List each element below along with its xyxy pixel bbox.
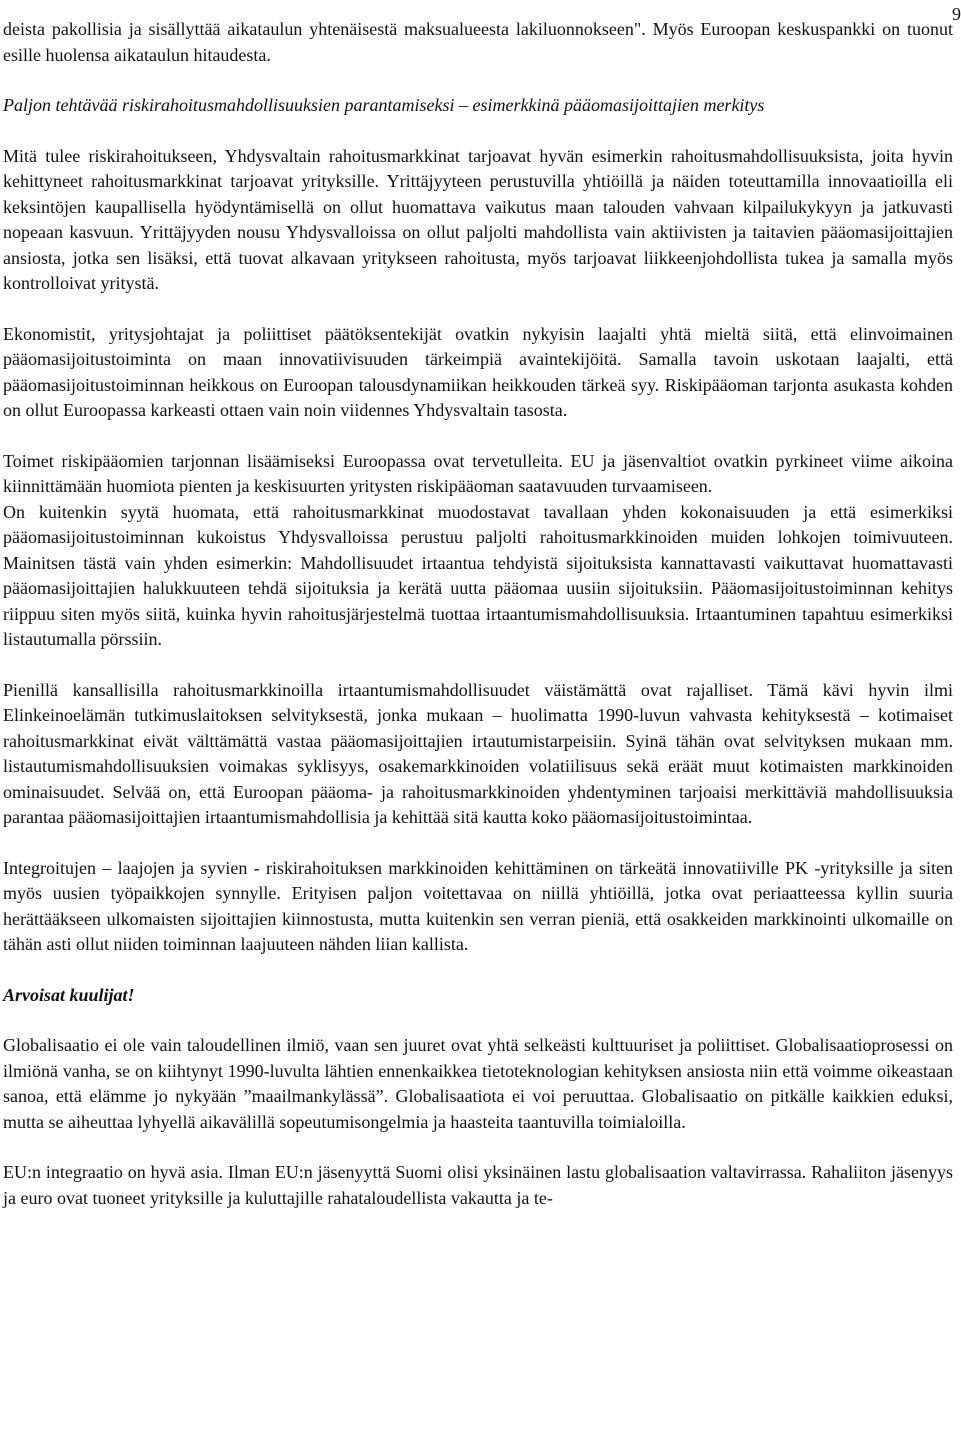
paragraph-riskirahoitus: Mitä tulee riskirahoitukseen, Yhdysvaltain rahoitusmarkkinat tarjoavat hyvän esimerkin rahoitusmahdollisuuksista, joita hyvin kehittyneet rahoitusmarkkinat tarjoavat yrityksille. Yrittäjyyteen perustuvilla yhtiöillä ja näiden toteuttamilla innovaatioilla eli keksintöjen kaupallisella hyödyntämisellä on ollut huomattava vaikutus maan talouden vahvaan kilpailukykyyn ja jatkuvasti nopeaan kasvuun. Yrittäjyyden nousu Yhdysvalloissa on ollut paljolti mahdollista vain aktiivisten ja taitavien pääomasijoittajien ansiosta, jotka sen lisäksi, että tuovat alkavaan yritykseen rahoitusta, myös tarjoavat liikkeenjohdollista tukea ja samalla myös kontrolloivat yritystä. <box>3 145 953 293</box>
paragraph-integroitujen: Integroitujen – laajojen ja syvien - riskirahoituksen markkinoiden kehittäminen on tärkeätä innovatiiville PK -yrityksille ja siten myös uusien työpaikkojen synnylle. Erityisen paljon voitettavaa on niillä yhtiöillä, jotka ovat periaatteessa kyllin suuria herättääkseen ulkomaisten sijoittajien kiinnostusta, mutta kuitenkin sen verran pieniä, että osakkeiden markkinointi ulkomaille on tähän asti ollut niiden toiminnan laajuuteen nähden liian kallista. <box>3 857 953 954</box>
document-page <box>3 4 961 1211</box>
paragraph-ekonomistit: Ekonomistit, yritysjohtajat ja poliittiset päätöksentekijät ovatkin nykyisin laajalti yhtä mieltä siitä, että elinvoimainen pääomasijoitustoiminta on maan innovatiivisuuden tärkeimpiä avaintekijöitä. Samalla tavoin uskotaan laajalti, että pääomasijoitustoiminnan heikkous on Euroopan talousdynamiikan heikkouden tärkeä syy. Riskipääoman tarjonta asukasta kohden on ollut Euroopassa karkeasti ottaen vain noin viidennes Yhdysvaltain tasosta. <box>3 323 953 420</box>
section-heading: Paljon tehtävää riskirahoitusmahdollisuuksien parantamiseksi – esimerkkinä pääomasijoittajien merkitys <box>3 95 765 115</box>
page-number: 9 <box>952 4 961 24</box>
paragraph-eu-integraatio: EU:n integraatio on hyvä asia. Ilman EU:n jäsenyyttä Suomi olisi yksinäinen lastu globalisaation valtavirrassa. Rahaliiton jäsenyys ja euro ovat tuoneet yrityksille ja kuluttajille rahataloudellista vakautta ja te- <box>3 1162 953 1208</box>
paragraph-toimet: Toimet riskipääomien tarjonnan lisäämiseksi Euroopassa ovat tervetulleita. EU ja jäsenvaltiot ovatkin pyrkineet viime aikoina kiinnittämään huomiota pienten ja keskisuurten yritysten riskipääoman saatavuuden turvaamiseen. <box>3 450 953 496</box>
paragraph-irtaantuminen: Pienillä kansallisilla rahoitusmarkkinoilla irtaantumismahdollisuudet väistämättä ovat rajalliset. Tämä kävi hyvin ilmi Elinkeinoelämän tutkimuslaitoksen selvityksestä, jonka mukaan – huolimatta 1990-luvun vahvasta kehityksestä – kotimaiset rahoitusmarkkinat eivät välttämättä vastaa pääomasijoittajien irtautumistarpeisiin. Syinä tähän ovat selvityksen mukaan mm. listautumismahdollisuuksien voimakas syklisyys, osakemarkkinoiden volatiilisuus sekä eräät muut kotimaisten markkinoiden ominaisuudet. Selvää on, että Euroopan pääoma- ja rahoitusmarkkinoiden yhdentyminen tarjoaisi merkittäviä mahdollisuuksia parantaa pääomasijoittajien irtaantumismahdollisia ja kehittää sitä kautta koko pääomasijoitustoimintaa. <box>3 679 953 827</box>
paragraph-globalisaatio: Globalisaatio ei ole vain taloudellinen ilmiö, vaan sen juuret ovat yhtä selkeästi kulttuuriset ja poliittiset. Globalisaatioprosessi on ilmiönä vanha, se on kiihtynyt 1990-luvulta lähtien ennenkaikkea tietoteknologian kehityksen ansiosta niin että voimme oikeastaan sanoa, että elämme jo nykyään ”maailmankylässä”. Globalisaatiota ei voi peruuttaa. Globalisaatio on pitkälle kaikkien eduksi, mutta se aiheuttaa lyhyellä aikavälillä sopeutumisongelmia ja haasteita taantuvilla toimialoilla. <box>3 1035 953 1132</box>
paragraph-continuation: deista pakollisia ja sisällyttää aikataulun yhtenäisestä maksualueesta lakiluonnokseen". Myös Euroopan keskuspankki on tuonut esille huolensa aikataulun hitaudesta. <box>3 19 953 65</box>
paragraph-kokonaisuus: On kuitenkin syytä huomata, että rahoitusmarkkinat muodostavat tavallaan yhden kokonaisuuden ja että esimerkiksi pääomasijoitustoiminnan kukoistus Yhdysvalloissa perustuu paljolti rahoitusmarkkinoiden muiden lohkojen toimivuuteen. Mainitsen tästä vain yhden esimerkin: Mahdollisuudet irtaantua tehdyistä sijoituksista kannattavasti vaikuttavat huomattavasti pääomasijoittajien halukkuuteen tehdä sijoituksia ja kerätä uutta pääomaa uusiin sijoituksiin. Pääomasijoitustoiminnan kehitys riippuu siten myös siitä, kuinka hyvin rahoitusjärjestelmä tuottaa irtaantumismahdollisuuksia. Irtaantuminen tapahtuu esimerkiksi listautumalla pörssiin. <box>3 501 953 649</box>
address-heading: Arvoisat kuulijat! <box>3 984 135 1005</box>
